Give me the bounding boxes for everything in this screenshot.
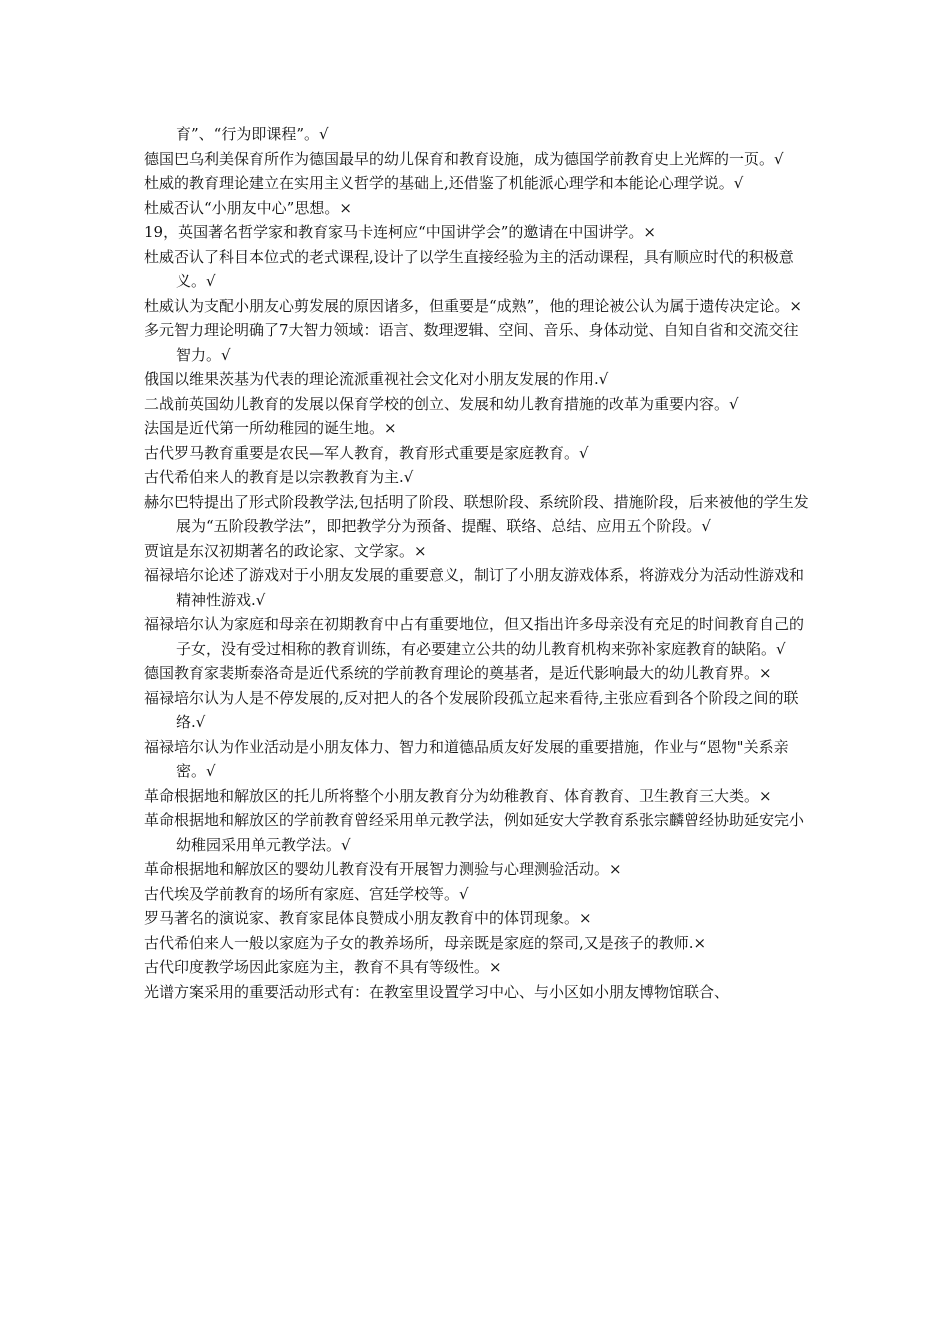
statement-item: 法国是近代第一所幼稚园的诞生地。× — [144, 419, 397, 437]
statement-item: 福禄培尔论述了游戏对于小朋友发展的重要意义，制订了小朋友游戏体系，将游戏分为活动性游戏和精神性游戏.√ — [144, 566, 805, 609]
statement-item: 古代埃及学前教育的场所有家庭、宫廷学校等。√ — [144, 884, 469, 903]
statement-item: 二战前英国幼儿教育的发展以保育学校的创立、发展和幼儿教育措施的改革为重要内容。√ — [144, 394, 739, 413]
statement-item: 俄国以维果茨基为代表的理论流派重视社会文化对小朋友发展的作用.√ — [144, 370, 609, 388]
statement-item: 罗马著名的演说家、教育家昆体良赞成小朋友教育中的体罚现象。× — [144, 909, 592, 927]
statement-item: 杜威认为支配小朋友心剪发展的原因诸多，但重要是“成熟”，他的理论被公认为属于遗传决定论。× — [144, 296, 802, 315]
statement-item: 杜威的教育理论建立在实用主义哲学的基础上,还借鉴了机能派心理学和本能论心理学说。√ — [144, 174, 744, 192]
statement-item: 育”、“行为即课程”。√ — [176, 125, 329, 143]
statement-item: 光谱方案采用的重要活动形式有：在教室里设置学习中心、与小区如小朋友博物馆联合、 — [144, 982, 730, 1001]
statement-item: 贾谊是东汉初期著名的政论家、文学家。× — [144, 541, 427, 560]
statement-item: 19，英国著名哲学家和教育家马卡连柯应“中国讲学会”的邀请在中国讲学。× — [144, 223, 656, 241]
statement-item: 多元智力理论明确了7大智力领域：语言、数理逻辑、空间、音乐、身体动觉、自知自省和交流交往智力。√ — [144, 321, 799, 364]
statement-item: 革命根据地和解放区的学前教育曾经采用单元教学法，例如延安大学教育系张宗麟曾经协助延安完小幼稚园采用单元教学法。√ — [144, 811, 805, 854]
statement-item: 德国巴乌利美保育所作为德国最早的幼儿保育和教育设施，成为德国学前教育史上光辉的一页。√ — [144, 149, 784, 168]
statement-item: 古代希伯来人一般以家庭为子女的教养场所，母亲既是家庭的祭司,又是孩子的教师.× — [144, 933, 707, 952]
statement-item: 古代希伯来人的教育是以宗教教育为主.√ — [144, 468, 414, 486]
statement-item: 革命根据地和解放区的婴幼儿教育没有开展智力测验与心理测验活动。× — [144, 860, 622, 878]
statement-item: 杜威否认了科目本位式的老式课程,设计了以学生直接经验为主的活动课程，具有顺应时代的积极意义。√ — [144, 247, 794, 290]
statement-item: 福禄培尔认为人是不停发展的,反对把人的各个发展阶段孤立起来看待,主张应看到各个阶段之间的联络.√ — [144, 688, 799, 731]
statement-item: 革命根据地和解放区的托儿所将整个小朋友教育分为幼稚教育、体育教育、卫生教育三大类。× — [144, 786, 772, 805]
statement-item: 古代罗马教育重要是农民—军人教育，教育形式重要是家庭教育。√ — [144, 443, 589, 462]
statement-item: 福禄培尔认为家庭和母亲在初期教育中占有重要地位，但又指出许多母亲没有充足的时间教育自己的子女，没有受过相称的教育训练，有必要建立公共的幼儿教育机构来弥补家庭教育的缺陷。√ — [144, 615, 805, 658]
document-body — [144, 122, 812, 1004]
statement-item: 杜威否认“小朋友中心”思想。× — [144, 198, 352, 217]
statement-item: 德国教育家裴斯泰洛奇是近代系统的学前教育理论的奠基者，是近代影响最大的幼儿教育界。× — [144, 664, 772, 682]
statement-item: 赫尔巴特提出了形式阶段教学法,包括明了阶段、联想阶段、系统阶段、措施阶段，后来被他的学生发展为“五阶段教学法”，即把教学分为预备、提醒、联络、总结、应用五个阶段。√ — [144, 492, 809, 535]
statement-item: 福禄培尔认为作业活动是小朋友体力、智力和道德品质友好发展的重要措施，作业与“恩物"关系亲密。√ — [144, 737, 789, 780]
statement-item: 古代印度教学场因此家庭为主，教育不具有等级性。× — [144, 958, 502, 976]
